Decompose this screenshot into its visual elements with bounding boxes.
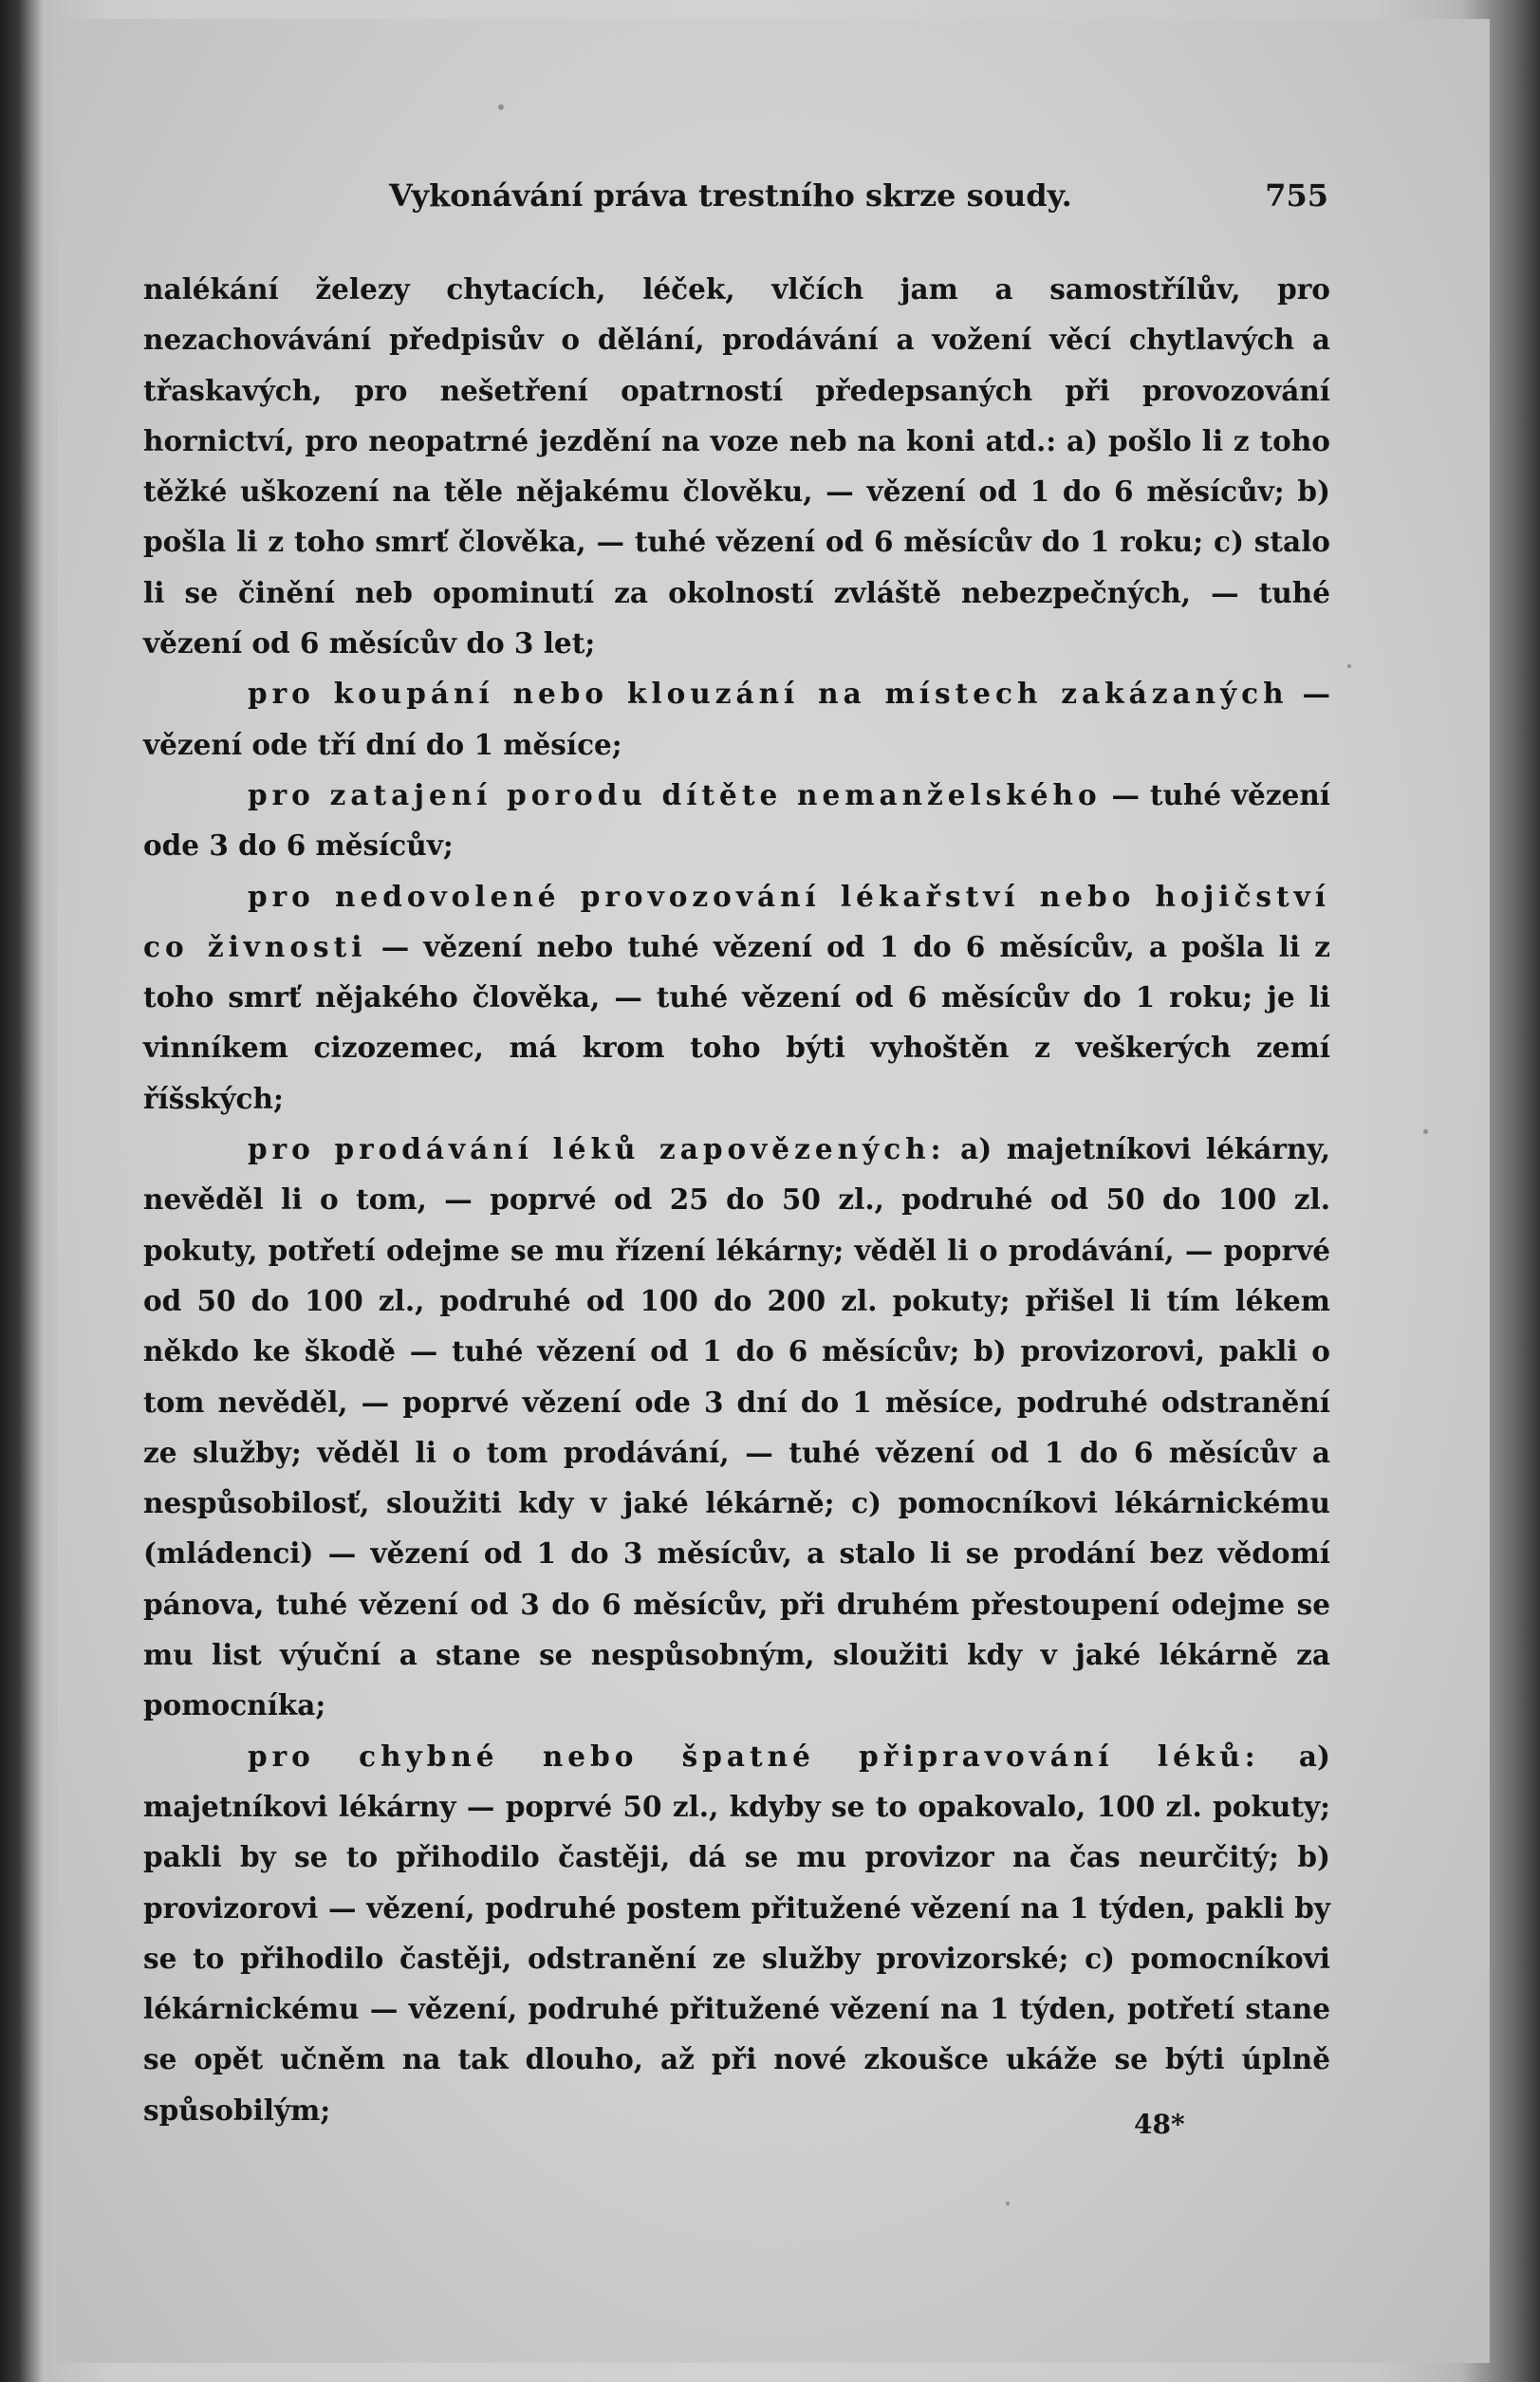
page-number: 755 <box>1265 177 1328 214</box>
emphasized-phrase: pro zatajení porodu dítěte nemanželského <box>248 777 1102 811</box>
emphasized-phrase: pro prodávání léků zapovězených: <box>248 1132 946 1166</box>
paragraph-text: a) majetníkovi lékárny, nevěděl li o tom, — poprvé od 25 do 50 zl., podruhé od 50 do 100 zl. pokuty, potřetí odejme se mu řízení lékárny; věděl li o prodávání, — poprvé od 50 do 100 zl., podruhé od 100 do 200 zl. pokuty; přišel li tím lékem někdo ke škodě — tuhé vězení od 1 do 6 měsícův; b) provizorovi, pakli o tom nevěděl, — poprvé vězení ode 3 dní do 1 měsíce, podruhé odstranění ze služby; věděl li o tom prodávání, — tuhé vězení od 1 do 6 měsícův a nespůsobilosť, sloužiti kdy v jaké lékárně; c) pomocníkovi lékárnickému (mládenci) — vězení od 1 do 3 měsícův, a stalo li se prodání bez vědomí pánova, tuhé vězení od 3 do 6 měsícův, při druhém přestoupení odejme se mu list výuční a stane se nespůsobným, sloužiti kdy v jaké lékárně za pomocníka; <box>143 1132 1330 1722</box>
paragraph <box>143 871 1330 1124</box>
paragraph-text: — tuhé vězení ode 3 do 6 měsícův; <box>143 777 1331 863</box>
paragraph <box>143 668 1330 770</box>
speck <box>1423 1129 1428 1134</box>
signature-mark: 48* <box>1134 2109 1185 2140</box>
paragraph <box>143 1124 1330 1731</box>
emphasized-phrase: pro nedovolené provozování lékařství nebo hojičství co živnosti <box>143 879 1330 963</box>
paragraph-text: — vězení ode tří dní do 1 měsíce; <box>143 677 1330 761</box>
paragraph <box>143 1731 1330 2135</box>
paragraph-text: — vězení nebo tuhé vězení od 1 do 6 měsícův, a pošla li z toho smrť nějakého člověka, — tuhé vězení od 6 měsícův do 1 roku; je li vinníkem cizozemec, má krom toho býti vyhoštěn z veškerých zemí říšských; <box>143 929 1330 1115</box>
body-text <box>143 264 1330 2135</box>
emphasized-phrase: pro chybné nebo špatné připravování léků: <box>248 1739 1260 1773</box>
paragraph <box>143 264 1330 668</box>
speck <box>1347 664 1351 668</box>
paragraph <box>143 770 1330 871</box>
speck <box>498 104 504 110</box>
running-header <box>332 177 1328 225</box>
speck <box>1006 2202 1010 2205</box>
header-title: Vykonávání práva trestního skrze soudy. <box>389 177 1072 214</box>
paragraph-text: nalékání železy chytacích, léček, vlčích jam a samostřílův, pro nezachovávání předpisův o dělání, prodávání a vožení věcí chytlavých a třaskavých, pro nešetření opatrností předepsaných při provozování hornictví, pro neopatrné jezdění na voze neb na koni atd.: a) pošlo li z toho těžké uškození na těle nějakému člověku, — vězení od 1 do 6 měsícův; b) pošla li z toho smrť člověka, — tuhé vězení od 6 měsícův do 1 roku; c) stalo li se činění neb opominutí za okolností zvláště nebezpečných, — tuhé vězení od 6 měsícův do 3 let; <box>143 272 1330 661</box>
emphasized-phrase: pro koupání nebo klouzání na místech zakázaných <box>248 677 1289 711</box>
paragraph-text: a) majetníkovi lékárny — poprvé 50 zl., kdyby se to opakovalo, 100 zl. pokuty; pakli by se to přihodilo častěji, dá se mu provizor na čas neurčitý; b) provizorovi — vězení, podruhé postem přitužené vězení na 1 týden, pakli by se to přihodilo častěji, odstranění ze služby provizorské; c) pomocníkovi lékárnickému — vězení, podruhé přitužené vězení na 1 týden, potřetí stane se opět učněm na tak dlouho, až při nové zkoušce ukáže se býti úplně spůsobilým; <box>143 1739 1331 2127</box>
